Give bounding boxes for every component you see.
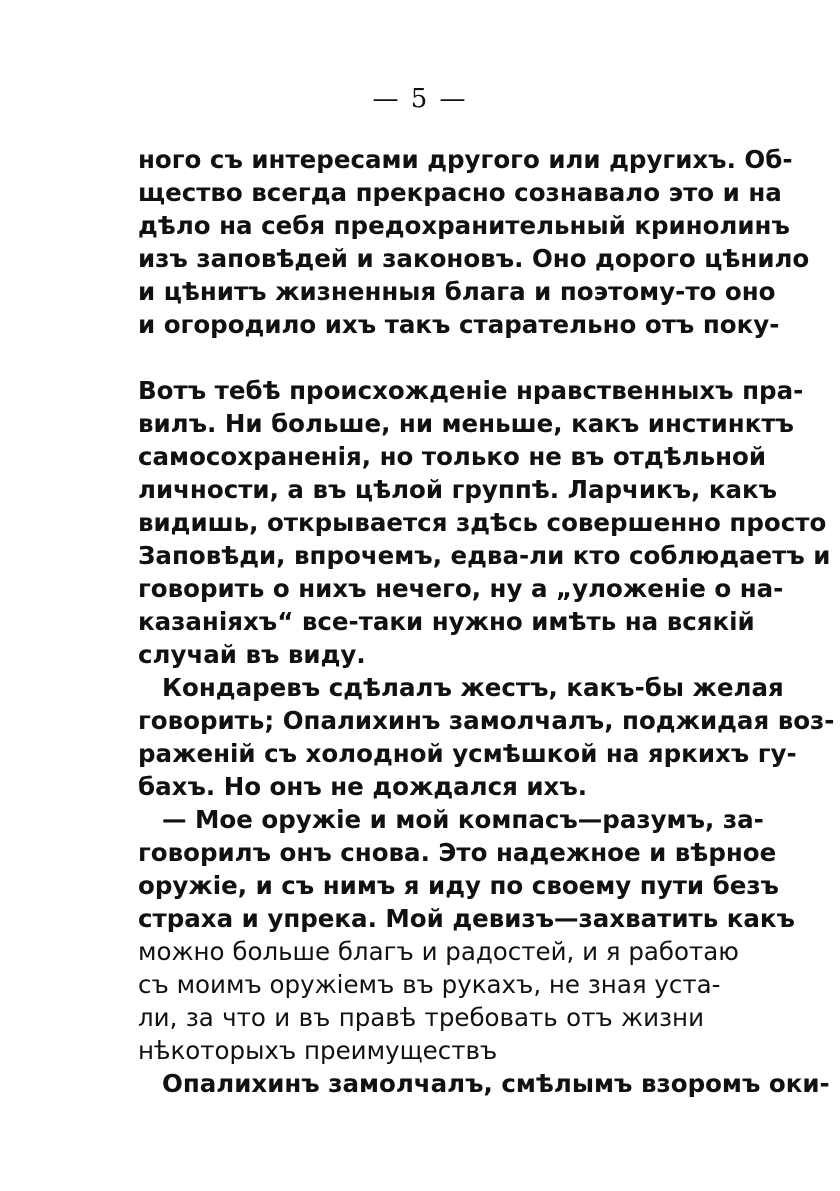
text-line: и цѣнитъ жизненныя блага и поэтому-то оно xyxy=(138,277,776,306)
text-line: страха и упрека. Мой девизъ—захватить какъ xyxy=(138,904,795,933)
text-line: оружіе, и съ нимъ я иду по своему пути безъ xyxy=(138,871,779,900)
paragraph-block-2 xyxy=(138,374,835,1100)
text-line: Заповѣди, впрочемъ, едва-ли кто соблюдаетъ и xyxy=(138,541,831,570)
text-line: говорить; Опалихинъ замолчалъ, поджидая воз- xyxy=(138,706,835,735)
text-line: дѣло на себя предохранительный кринолинъ xyxy=(138,211,790,240)
text-line: ного съ интересами другого или другихъ. Об- xyxy=(138,145,793,174)
text-line: и огородило ихъ такъ старательно отъ поку- xyxy=(138,310,780,339)
text-line: изъ заповѣдей и законовъ. Оно дорого цѣнило xyxy=(138,244,810,273)
text-line: казаніяхъ“ все-таки нужно имѣть на всякій xyxy=(138,607,755,636)
text-line: бахъ. Но онъ не дождался ихъ. xyxy=(138,772,588,801)
text-line: нѣкоторыхъ преимуществъ xyxy=(138,1036,498,1065)
text-line: видишь, открывается здѣсь совершенно просто xyxy=(138,508,827,537)
text-line: самосохраненія, но только не въ отдѣльной xyxy=(138,442,767,471)
text-line: говорилъ онъ снова. Это надежное и вѣрное xyxy=(138,838,777,867)
text-line: можно больше благъ и радостей, и я работаю xyxy=(138,937,739,966)
text-line: Кондаревъ сдѣлалъ жестъ, какъ-бы желая xyxy=(162,673,784,702)
text-line: — Мое оружіе и мой компасъ—разумъ, за- xyxy=(162,805,764,834)
page-number: — 5 — xyxy=(372,84,468,114)
paragraph-block-1 xyxy=(138,143,810,341)
text-line: говорить о нихъ нечего, ну а „уложеніе о на- xyxy=(138,574,784,603)
text-line: Опалихинъ замолчалъ, смѣлымъ взоромъ оки- xyxy=(162,1069,830,1098)
text-line: раженій съ холодной усмѣшкой на яркихъ гу- xyxy=(138,739,797,768)
text-line: съ моимъ оружіемъ въ рукахъ, не зная уста- xyxy=(138,970,721,999)
text-line: ли, за что и въ правѣ требовать отъ жизни xyxy=(138,1003,704,1032)
text-line: Вотъ тебѣ происхожденіе нравственныхъ пра- xyxy=(138,376,804,405)
text-line: случай въ виду. xyxy=(138,640,366,669)
text-line: вилъ. Ни больше, ни меньше, какъ инстинктъ xyxy=(138,409,794,438)
text-line: щество всегда прекрасно сознавало это и на xyxy=(138,178,782,207)
text-line: личности, а въ цѣлой группѣ. Ларчикъ, какъ xyxy=(138,475,778,504)
